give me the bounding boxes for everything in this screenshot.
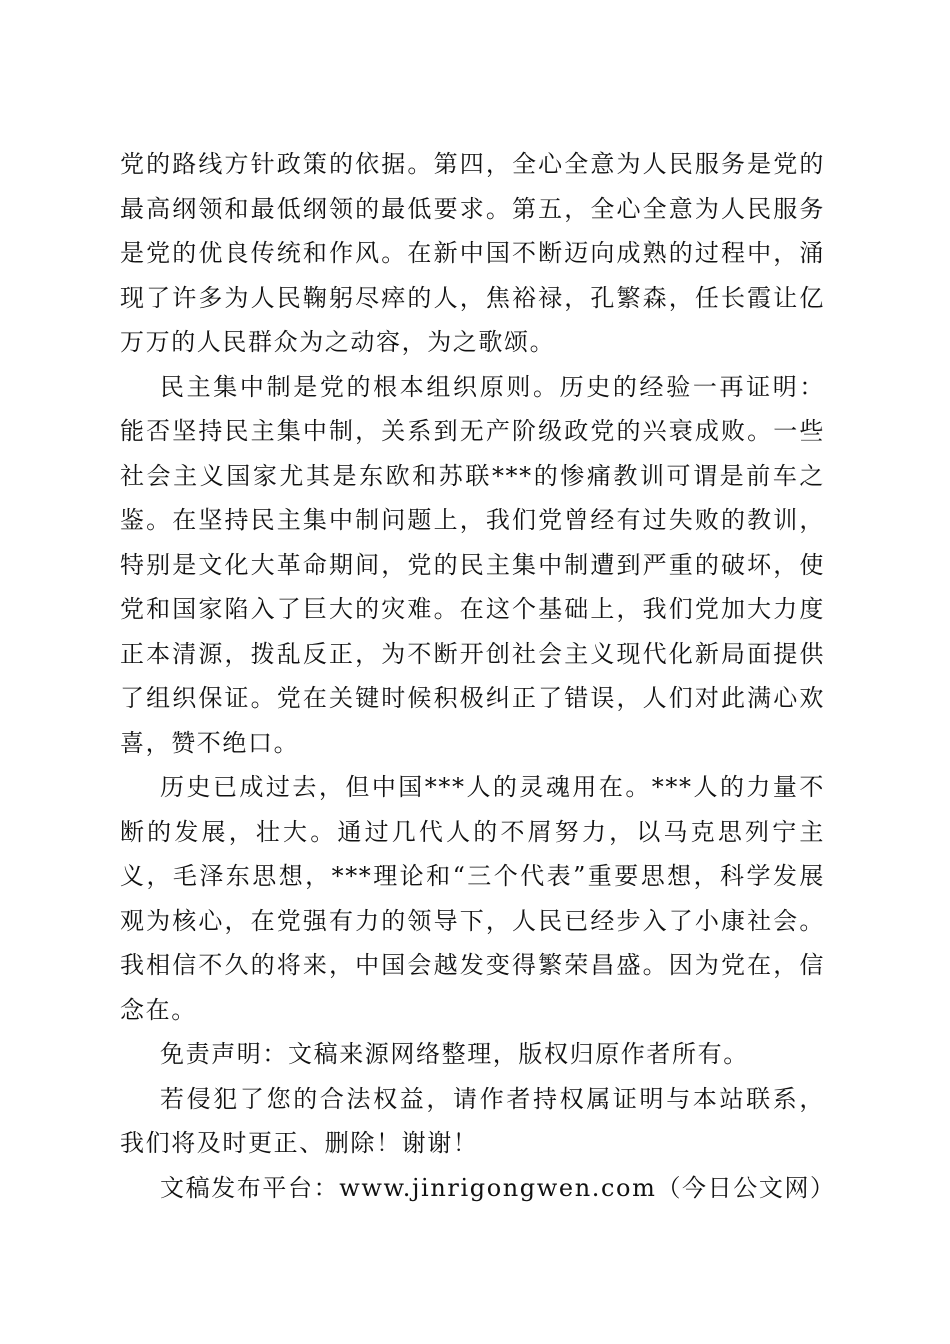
paragraph-continuation: 党的路线方针政策的依据。第四，全心全意为人民服务是党的最高纲领和最低纲领的最低要求。第五，全心全意为人民服务是党的优良传统和作风。在新中国不断迈向成熟的过程中，涌现了许多为人民鞠躬尽瘁的人，焦裕禄，孔繁森，任长霞让亿万万的人民群众为之动容，为之歌颂。 [120, 150, 825, 356]
paragraph-history: 历史已成过去，但中国***人的灵魂用在。***人的力量不断的发展，壮大。通过几代人的不屑努力，以马克思列宁主义，毛泽东思想，***理论和“三个代表”重要思想，科学发展观为核心，在党强有力的领导下，人民已经步入了小康社会。我相信不久的将来，中国会越发变得繁荣昌盛。因为党在，信念在。 [120, 773, 825, 1024]
disclaimer-line: 免责声明：文稿来源网络整理，版权归原作者所有。 [160, 1040, 749, 1068]
infringement-notice: 若侵犯了您的合法权益，请作者持权属证明与本站联系，我们将及时更正、删除！谢谢！ [120, 1084, 825, 1157]
publishing-platform-line: 文稿发布平台：www.jinrigongwen.com（今日公文网） [160, 1173, 836, 1202]
document-page [120, 142, 836, 1210]
paragraph-democratic-centralism: 民主集中制是党的根本组织原则。历史的经验一再证明：能否坚持民主集中制，关系到无产阶级政党的兴衰成败。一些社会主义国家尤其是东欧和苏联***的惨痛教训可谓是前车之鉴。在坚持民主集中制问题上，我们党曾经有过失败的教训，特别是文化大革命期间，党的民主集中制遭到严重的破坏，使党和国家陷入了巨大的灾难。在这个基础上，我们党加大力度正本清源，拨乱反正，为不断开创社会主义现代化新局面提供了组织保证。党在关键时候积极纠正了错误，人们对此满心欢喜，赞不绝口。 [120, 372, 825, 757]
